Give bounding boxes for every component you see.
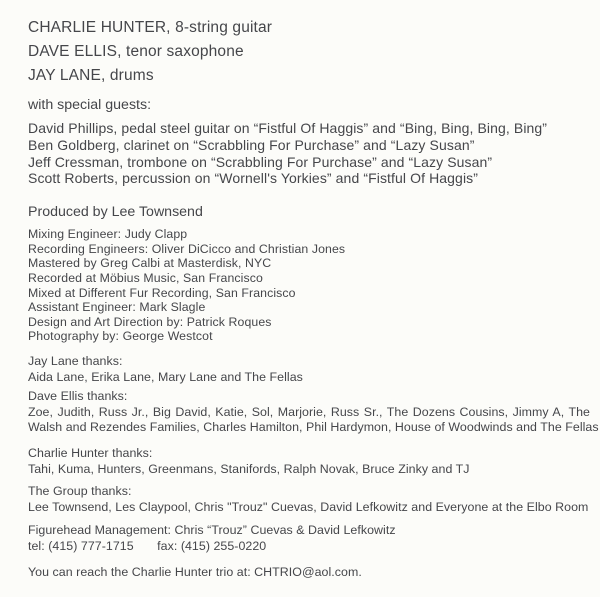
thanks-dave-ellis-names-line2: Walsh and Rezendes Families, Charles Hamilton, Phil Hardymon, House of Woodwinds and The Fellas xyxy=(28,420,599,435)
fax-number: fax: (415) 255-0220 xyxy=(157,538,267,553)
guest-credit-scott-roberts: Scott Roberts, percussion on “Wornell's Yorkies” and “Fistful Of Haggis” xyxy=(28,170,479,187)
guest-credit-jeff-cressman: Jeff Cressman, trombone on “Scrabbling For Purchase” and “Lazy Susan” xyxy=(28,153,493,170)
guest-credit-david-phillips: David Phillips, pedal steel guitar on “Fistful Of Haggis” and “Bing, Bing, Bing, Bing” xyxy=(28,120,548,136)
special-guests-heading: with special guests: xyxy=(28,97,152,113)
lineup-line-dave-ellis: DAVE ELLIS, tenor saxophone xyxy=(28,43,244,60)
lineup-line-charlie-hunter: CHARLIE HUNTER, 8-string guitar xyxy=(28,19,273,36)
thanks-dave-ellis xyxy=(28,389,599,436)
thanks-the-group-heading: The Group thanks: xyxy=(28,484,132,499)
credit-recording-studio: Recorded at Möbius Music, San Francisco xyxy=(28,270,263,285)
guest-credit-ben-goldberg: Ben Goldberg, clarinet on “Scrabbling For Purchase” and “Lazy Susan” xyxy=(28,136,475,153)
credit-mixing-studio: Mixed at Different Fur Recording, San Francisco xyxy=(28,285,296,300)
producer-credit: Produced by Lee Townsend xyxy=(28,204,203,221)
credit-design-art-direction: Design and Art Direction by: Patrick Roques xyxy=(28,314,272,329)
lineup-line-jay-lane: JAY LANE, drums xyxy=(28,67,154,84)
phone-fax-line xyxy=(28,539,590,555)
contact-email-line: You can reach the Charlie Hunter trio at: CHTRIO@aol.com. xyxy=(28,565,362,580)
thanks-the-group-names: Lee Townsend, Les Claypool, Chris "Trouz" Cuevas, David Lefkowitz and Everyone at the Elbo Room xyxy=(28,499,589,514)
guest-credits xyxy=(28,120,590,187)
band-lineup xyxy=(28,16,590,88)
credit-assistant-engineer: Assistant Engineer: Mark Slagle xyxy=(28,300,206,315)
thanks-charlie-hunter xyxy=(28,446,590,477)
thanks-jay-lane-heading: Jay Lane thanks: xyxy=(28,353,123,368)
management-credit: Figurehead Management: Chris “Trouz” Cuevas & David Lefkowitz xyxy=(28,523,396,538)
telephone-number: tel: (415) 777-1715 xyxy=(28,538,134,553)
production-credits xyxy=(28,227,590,344)
thanks-jay-lane-names: Aida Lane, Erika Lane, Mary Lane and The Fellas xyxy=(28,369,303,384)
thanks-charlie-hunter-heading: Charlie Hunter thanks: xyxy=(28,445,153,460)
credit-mixing-engineer: Mixing Engineer: Judy Clapp xyxy=(28,227,188,242)
credit-photography: Photography by: George Westcot xyxy=(28,329,213,344)
thanks-charlie-hunter-names: Tahi, Kuma, Hunters, Greenmans, Stanifords, Ralph Novak, Bruce Zinky and TJ xyxy=(28,461,470,476)
thanks-dave-ellis-heading: Dave Ellis thanks: xyxy=(28,389,128,404)
management-block xyxy=(28,523,590,554)
credit-recording-engineers: Recording Engineers: Oliver DiCicco and Christian Jones xyxy=(28,241,346,256)
thanks-the-group xyxy=(28,484,590,515)
thanks-jay-lane xyxy=(28,354,590,385)
credit-mastering: Mastered by Greg Calbi at Masterdisk, NYC xyxy=(28,256,272,271)
thanks-dave-ellis-names-line1: Zoe, Judith, Russ Jr., Big David, Katie, Sol, Marjorie, Russ Sr., The Dozens Cousins, Jimmy A, The xyxy=(28,404,590,419)
